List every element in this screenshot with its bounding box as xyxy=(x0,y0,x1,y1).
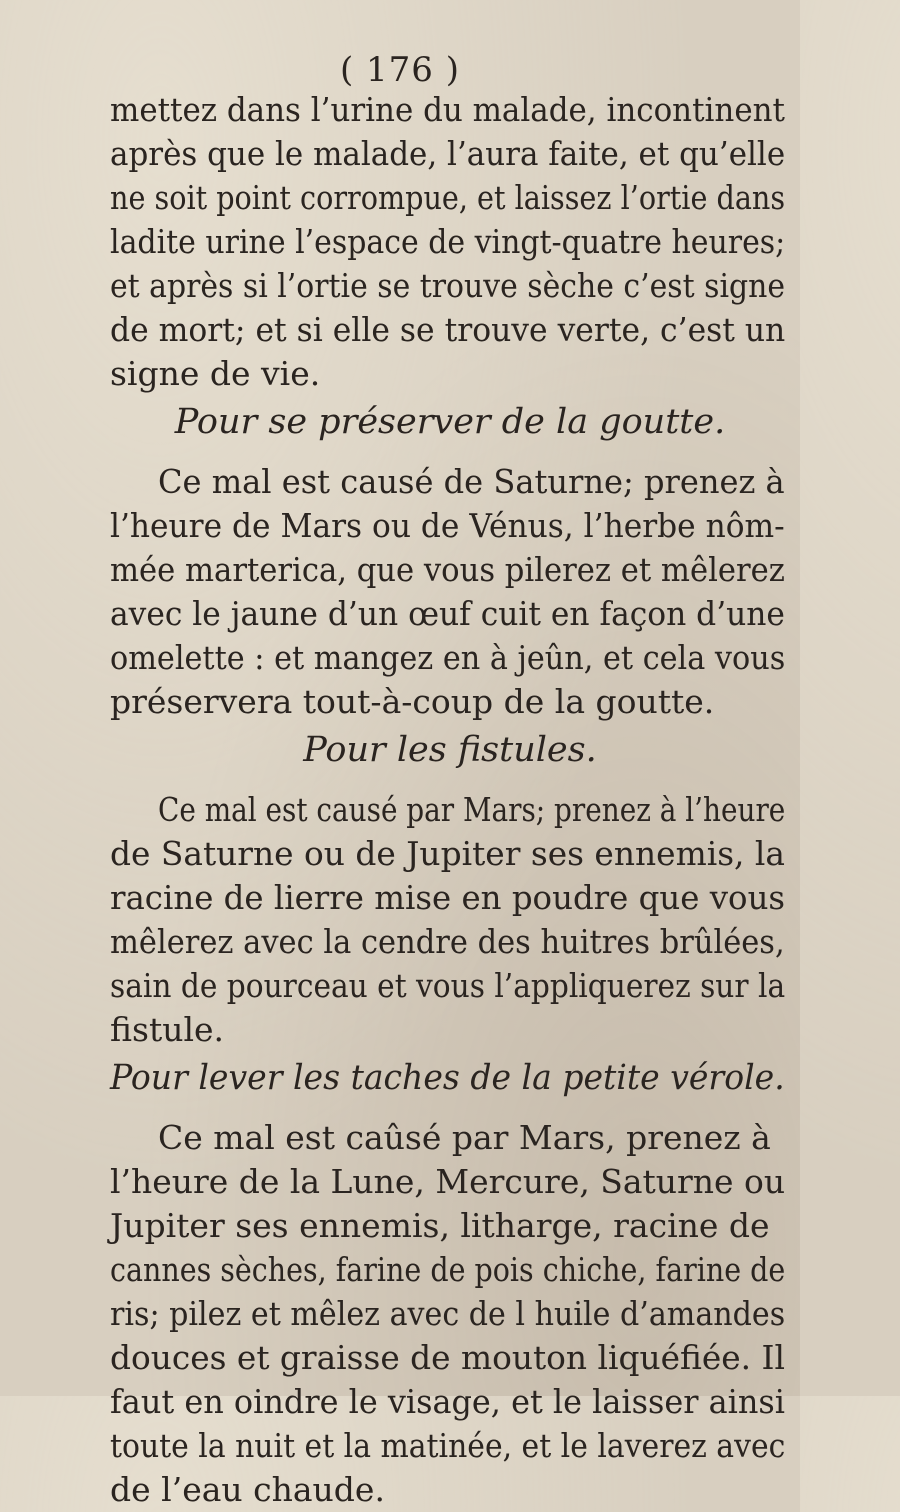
page-text xyxy=(110,88,790,1512)
page-number: ( 176 ) xyxy=(339,50,461,90)
paragraph-goutte xyxy=(110,460,790,724)
text-line: sain de pourceau et vous l’appliquerez sur la xyxy=(110,966,786,1005)
text-line: l’heure de la Lune, Mercure, Saturne ou xyxy=(110,1162,786,1201)
paragraph-verole xyxy=(110,1116,790,1512)
text-line: fistule. xyxy=(110,1010,225,1049)
text-line: ris; pilez et mêlez avec de l huile d’amandes xyxy=(110,1294,786,1333)
text-line: Ce mal est causé de Saturne; prenez à xyxy=(158,462,785,501)
text-line: avec le jaune d’un œuf cuit en façon d’une xyxy=(110,594,785,633)
text-line: signe de vie. xyxy=(110,354,321,393)
paragraph-fistules xyxy=(110,788,790,1052)
text-line: de Saturne ou de Jupiter ses ennemis, la xyxy=(110,834,786,873)
section-title-verole: Pour lever les taches de la petite vérole. xyxy=(110,1058,785,1098)
text-line: ladite urine l’espace de vingt-quatre heures; xyxy=(110,222,786,261)
text-line: toute la nuit et la matinée, et le laverez avec xyxy=(110,1426,786,1465)
text-line: douces et graisse de mouton liquéfiée. Il xyxy=(110,1338,785,1377)
text-line: après que le malade, l’aura faite, et qu’elle xyxy=(110,134,786,173)
paragraph-urine-test xyxy=(110,88,790,396)
text-line: faut en oindre le visage, et le laisser ainsi xyxy=(110,1382,786,1421)
text-line: de mort; et si elle se trouve verte, c’est un xyxy=(110,310,786,349)
text-line: ne soit point corrompue, et laissez l’ortie dans xyxy=(110,178,786,217)
text-line: et après si l’ortie se trouve sèche c’est signe xyxy=(110,266,786,305)
text-line: Ce mal est caûsé par Mars, prenez à xyxy=(158,1118,771,1157)
section-title-goutte: Pour se préserver de la goutte. xyxy=(174,402,726,442)
text-line: Ce mal est causé par Mars; prenez à l’heure xyxy=(158,790,786,829)
text-line: préservera tout-à-coup de la goutte. xyxy=(110,682,715,721)
section-title-fistules: Pour les fistules. xyxy=(303,730,597,770)
text-line: de l’eau chaude. xyxy=(110,1470,385,1509)
text-line: l’heure de Mars ou de Vénus, l’herbe nôm- xyxy=(110,506,785,545)
text-line: mettez dans l’urine du malade, incontinent xyxy=(110,90,785,129)
text-line: cannes sèches, farine de pois chiche, farine de xyxy=(110,1250,786,1289)
text-line: racine de lierre mise en poudre que vous xyxy=(110,878,786,917)
text-line: omelette : et mangez en à jeûn, et cela vous xyxy=(110,638,786,677)
text-line: mée marterica, que vous pilerez et mêlerez xyxy=(110,550,785,589)
text-line: mêlerez avec la cendre des huitres brûlées, xyxy=(110,922,785,961)
text-line: Jupiter ses ennemis, litharge, racine de xyxy=(110,1206,770,1245)
